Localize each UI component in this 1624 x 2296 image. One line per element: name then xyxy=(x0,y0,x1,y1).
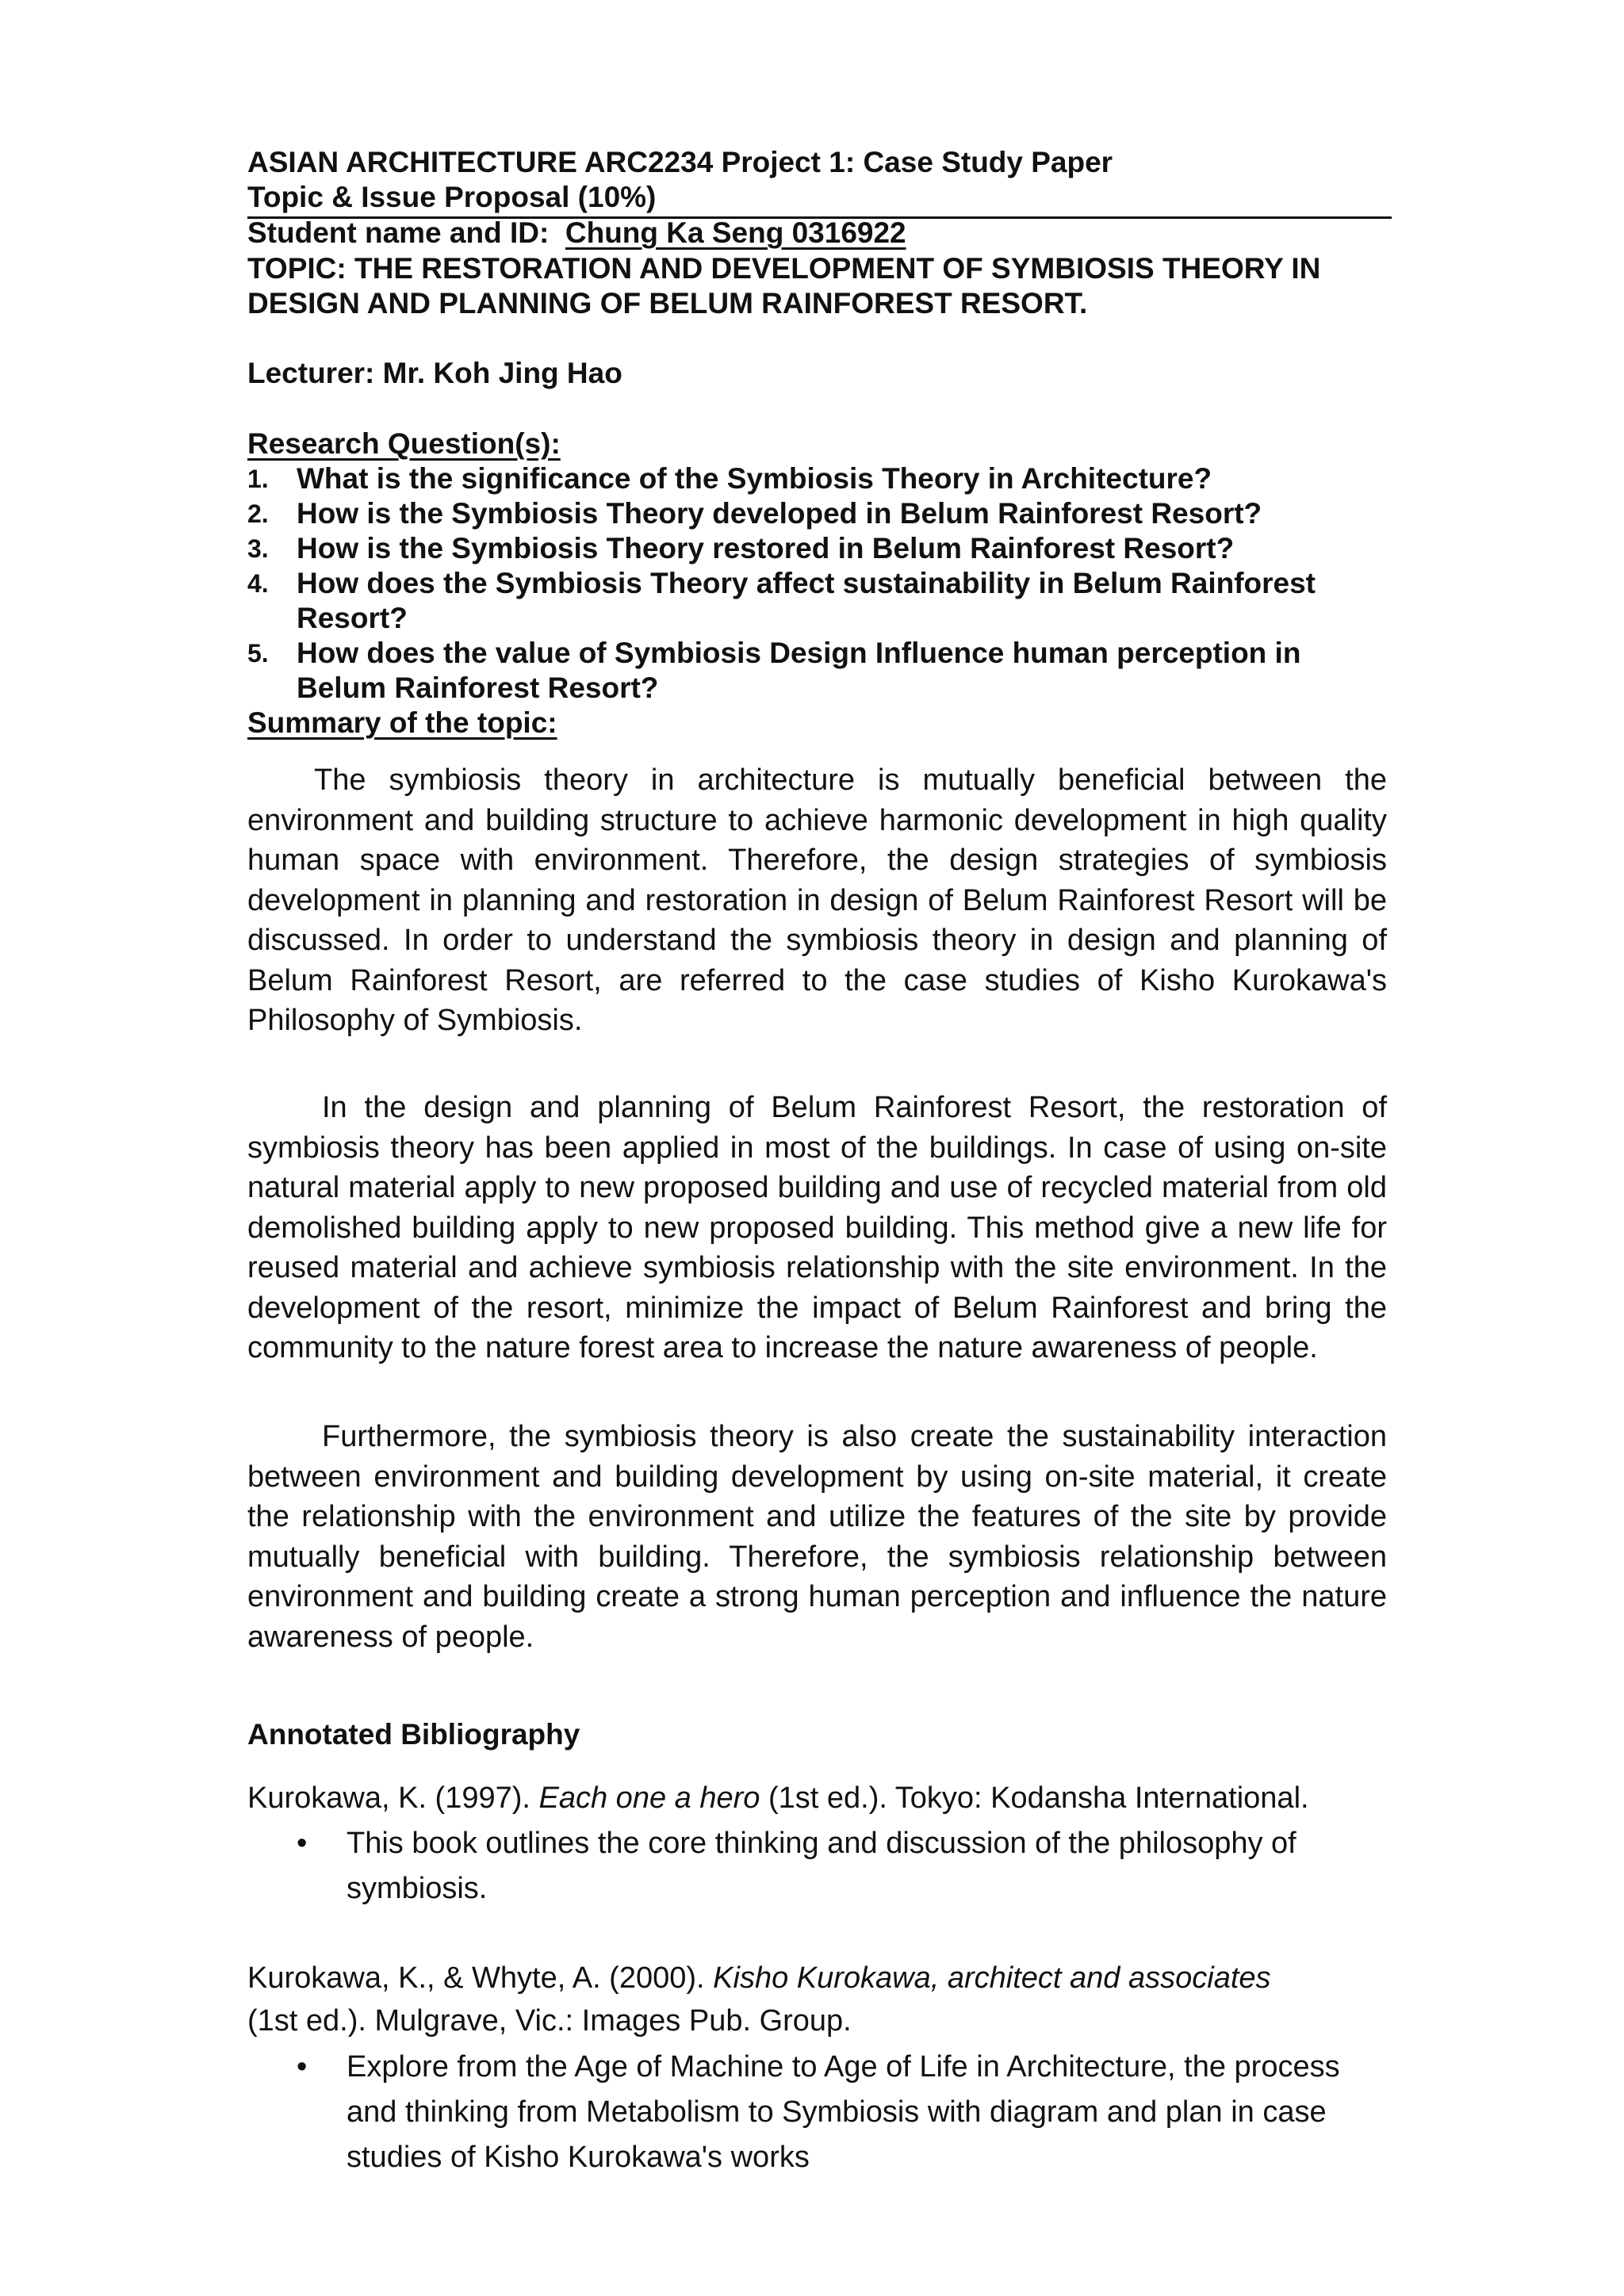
topic-line-1: TOPIC: THE RESTORATION AND DEVELOPMENT OF SYMBIOSIS THEORY IN xyxy=(247,252,1321,285)
research-question xyxy=(247,461,1389,496)
question-text: How is the Symbiosis Theory developed in Belum Rainforest Resort? xyxy=(297,497,1262,530)
summary-paragraph: In the design and planning of Belum Rainforest Resort, the restoration of symbiosis theory has been applied in most of the buildings. In case of using on-site natural material apply to new proposed building and use of recycled material from old demolished building apply to new proposed building. This method give a new life for reused material and achieve symbiosis relationship with the site environment. In the development of the resort, minimize the impact of Belum Rainforest and bring the community to the nature forest area to increase the nature awareness of people. xyxy=(247,1091,1387,1364)
bullet-icon: • xyxy=(297,2050,308,2084)
question-text: What is the significance of the Symbiosis Theory in Architecture? xyxy=(297,462,1212,495)
lecturer: Lecturer: Mr. Koh Jing Hao xyxy=(247,357,622,389)
student-name-id: Chung Ka Seng 0316922 xyxy=(565,216,906,249)
student-label: Student name and ID: xyxy=(247,216,550,249)
question-number: 5. xyxy=(247,639,269,668)
research-heading: Research Question(s): xyxy=(247,427,561,460)
research-question xyxy=(247,566,1350,636)
research-question xyxy=(247,531,1389,566)
question-number: 3. xyxy=(247,534,269,563)
question-text: How does the Symbiosis Theory affect sustainability in Belum Rainforest Resort? xyxy=(297,567,1316,634)
book-title: Kisho Kurokawa, architect and associates xyxy=(713,1961,1271,1995)
bibliography-entry: Kurokawa, K., & Whyte, A. (2000). Kisho Kurokawa, architect and associates (1st ed.). Mulgrave, Vic.: Images Pub. Group. xyxy=(247,1961,1271,2038)
bibliography-note: • Explore from the Age of Machine to Age of Life in Architecture, the process and thinking from Metabolism to Symbiosis with diagram and plan in case studies of Kisho Kurokawa's works xyxy=(347,2045,1369,2180)
book-title: Each one a hero xyxy=(538,1781,760,1815)
question-text: How does the value of Symbiosis Design Influence human perception in Belum Rainforest Resort? xyxy=(297,637,1301,704)
proposal-title: Topic & Issue Proposal (10%) xyxy=(247,181,657,213)
summary-heading: Summary of the topic: xyxy=(247,706,557,739)
research-question xyxy=(247,496,1389,531)
student-line xyxy=(247,216,906,251)
topic-line-2: DESIGN AND PLANNING OF BELUM RAINFOREST RESORT. xyxy=(247,287,1088,320)
summary-paragraph: Furthermore, the symbiosis theory is also create the sustainability interaction between environment and building development by using on-site material, it create the relationship with the environment and utilize the features of the site by provide mutually beneficial with building. Therefore, the symbiosis relationship between environment and building create a strong human perception and influence the nature awareness of people. xyxy=(247,1420,1387,1654)
question-number: 2. xyxy=(247,499,269,528)
question-text: How is the Symbiosis Theory restored in Belum Rainforest Resort? xyxy=(297,532,1235,564)
bibliography-entry: Kurokawa, K. (1997). Each one a hero (1st ed.). Tokyo: Kodansha International. xyxy=(247,1781,1309,1815)
bibliography-heading: Annotated Bibliography xyxy=(247,1718,580,1751)
research-question xyxy=(247,636,1358,706)
bibliography-note: • This book outlines the core thinking and discussion of the philosophy of symbiosis. xyxy=(347,1821,1338,1911)
question-number: 1. xyxy=(247,465,269,493)
summary-paragraph: The symbiosis theory in architecture is mutually beneficial between the environment and building structure to achieve harmonic development in high quality human space with environment. Therefore, the design strategies of symbiosis development in planning and restoration in design of Belum Rainforest Resort will be discussed. In order to understand the symbiosis theory in design and planning of Belum Rainforest Resort, are referred to the case studies of Kisho Kurokawa's Philosophy of Symbiosis. xyxy=(247,763,1387,1037)
course-title: ASIAN ARCHITECTURE ARC2234 Project 1: Case Study Paper xyxy=(247,146,1113,178)
question-number: 4. xyxy=(247,569,269,598)
bullet-icon: • xyxy=(297,1827,308,1860)
